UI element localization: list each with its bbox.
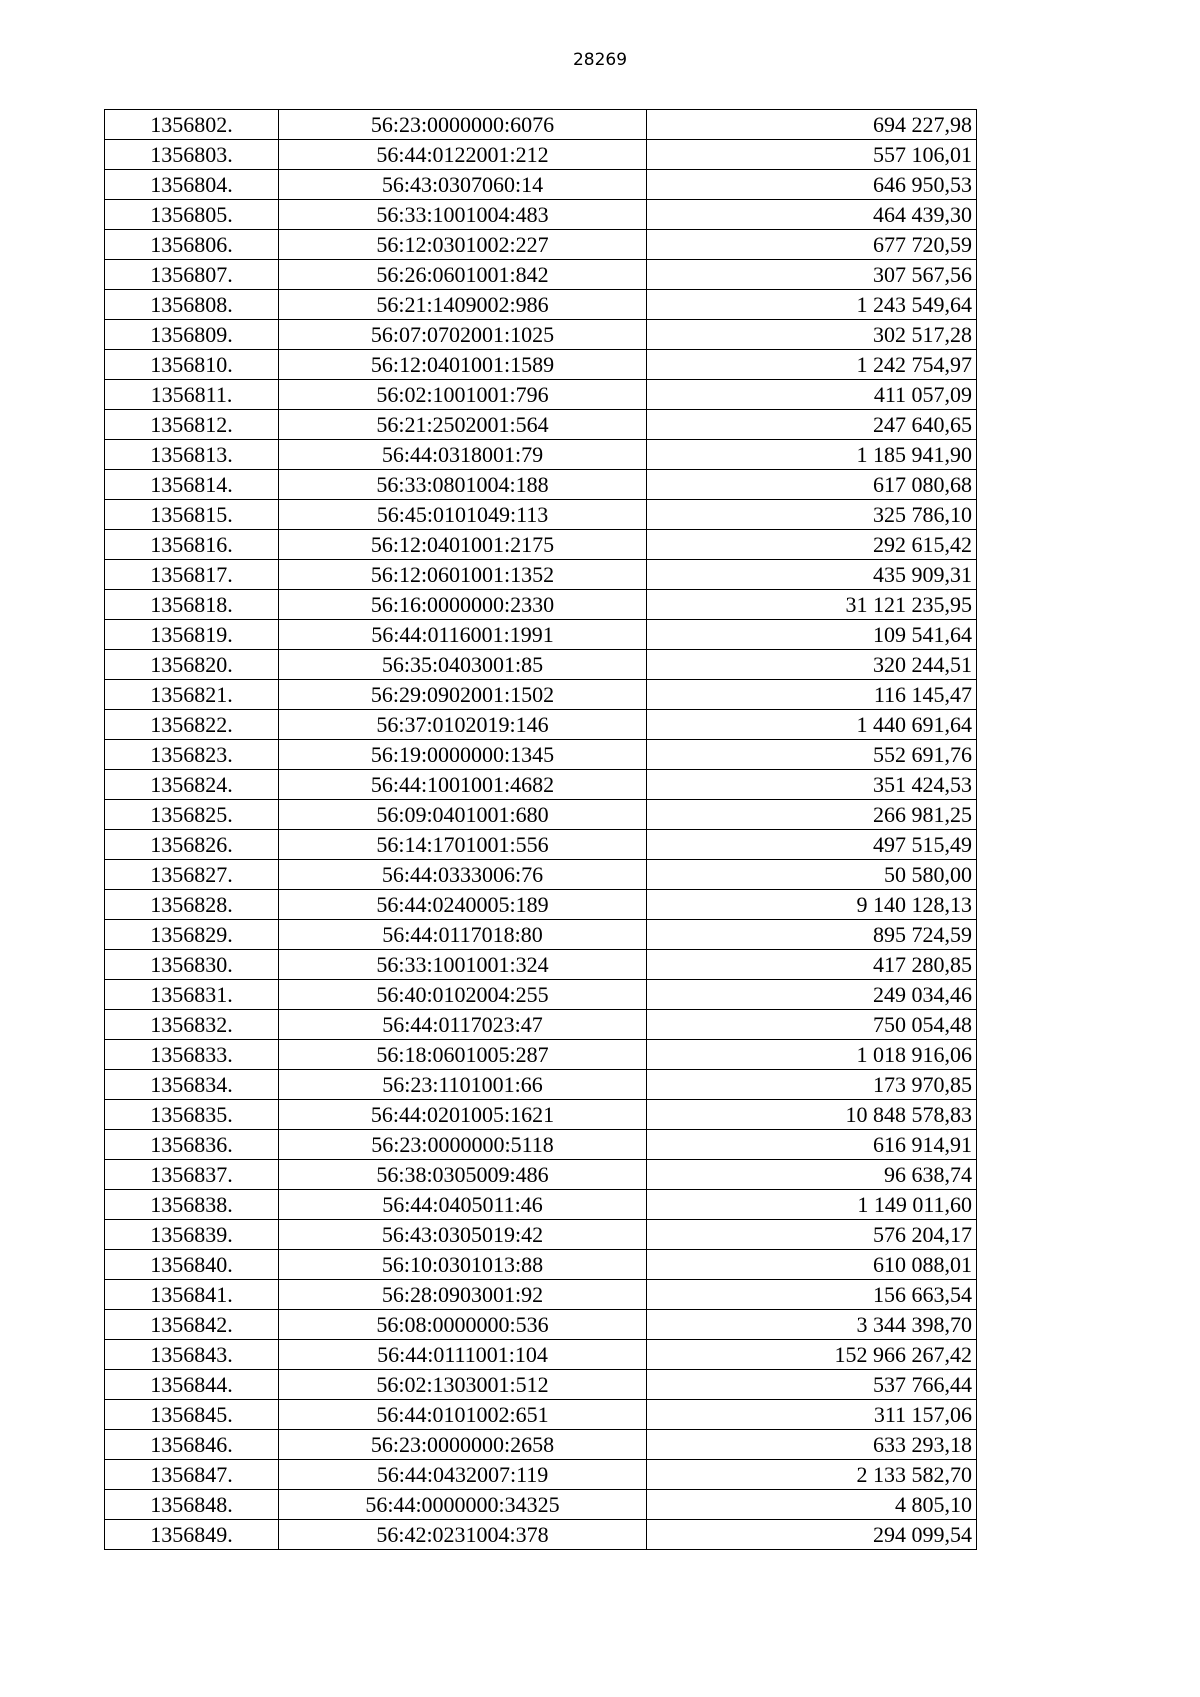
table-row	[105, 920, 977, 950]
value-cell: 50 580,00	[647, 860, 977, 890]
table-row	[105, 830, 977, 860]
table-row	[105, 560, 977, 590]
table-row	[105, 590, 977, 620]
value-cell: 750 054,48	[647, 1010, 977, 1040]
table-row	[105, 1340, 977, 1370]
cadastral-number-cell: 56:18:0601005:287	[279, 1040, 647, 1070]
value-cell: 1 242 754,97	[647, 350, 977, 380]
cadastral-number-cell: 56:44:0000000:34325	[279, 1490, 647, 1520]
cadastral-number-cell: 56:07:0702001:1025	[279, 320, 647, 350]
cadastral-number-cell: 56:16:0000000:2330	[279, 590, 647, 620]
table-row	[105, 620, 977, 650]
value-cell: 109 541,64	[647, 620, 977, 650]
value-cell: 411 057,09	[647, 380, 977, 410]
cadastral-number-cell: 56:43:0307060:14	[279, 170, 647, 200]
registry-table-body	[105, 110, 977, 1550]
row-number-cell: 1356843.	[105, 1340, 279, 1370]
value-cell: 1 149 011,60	[647, 1190, 977, 1220]
table-row	[105, 1430, 977, 1460]
cadastral-number-cell: 56:37:0102019:146	[279, 710, 647, 740]
row-number-cell: 1356847.	[105, 1460, 279, 1490]
cadastral-number-cell: 56:40:0102004:255	[279, 980, 647, 1010]
cadastral-number-cell: 56:45:0101049:113	[279, 500, 647, 530]
table-row	[105, 1040, 977, 1070]
row-number-cell: 1356802.	[105, 110, 279, 140]
value-cell: 537 766,44	[647, 1370, 977, 1400]
value-cell: 646 950,53	[647, 170, 977, 200]
table-row	[105, 500, 977, 530]
row-number-cell: 1356825.	[105, 800, 279, 830]
cadastral-number-cell: 56:28:0903001:92	[279, 1280, 647, 1310]
cadastral-number-cell: 56:12:0601001:1352	[279, 560, 647, 590]
cadastral-number-cell: 56:44:1001001:4682	[279, 770, 647, 800]
cadastral-number-cell: 56:44:0405011:46	[279, 1190, 647, 1220]
table-row	[105, 350, 977, 380]
cadastral-number-cell: 56:29:0902001:1502	[279, 680, 647, 710]
table-row	[105, 1280, 977, 1310]
table-row	[105, 200, 977, 230]
cadastral-number-cell: 56:44:0117018:80	[279, 920, 647, 950]
row-number-cell: 1356817.	[105, 560, 279, 590]
value-cell: 10 848 578,83	[647, 1100, 977, 1130]
cadastral-number-cell: 56:09:0401001:680	[279, 800, 647, 830]
table-row	[105, 530, 977, 560]
row-number-cell: 1356807.	[105, 260, 279, 290]
table-row	[105, 680, 977, 710]
cadastral-number-cell: 56:33:0801004:188	[279, 470, 647, 500]
cadastral-number-cell: 56:44:0116001:1991	[279, 620, 647, 650]
cadastral-number-cell: 56:38:0305009:486	[279, 1160, 647, 1190]
cadastral-number-cell: 56:02:1001001:796	[279, 380, 647, 410]
value-cell: 633 293,18	[647, 1430, 977, 1460]
table-row	[105, 320, 977, 350]
value-cell: 247 640,65	[647, 410, 977, 440]
value-cell: 1 440 691,64	[647, 710, 977, 740]
value-cell: 96 638,74	[647, 1160, 977, 1190]
table-row	[105, 710, 977, 740]
cadastral-number-cell: 56:44:0101002:651	[279, 1400, 647, 1430]
value-cell: 302 517,28	[647, 320, 977, 350]
value-cell: 173 970,85	[647, 1070, 977, 1100]
value-cell: 351 424,53	[647, 770, 977, 800]
value-cell: 325 786,10	[647, 500, 977, 530]
cadastral-number-cell: 56:44:0117023:47	[279, 1010, 647, 1040]
cadastral-number-cell: 56:21:1409002:986	[279, 290, 647, 320]
cadastral-number-cell: 56:19:0000000:1345	[279, 740, 647, 770]
table-row	[105, 1190, 977, 1220]
value-cell: 616 914,91	[647, 1130, 977, 1160]
value-cell: 435 909,31	[647, 560, 977, 590]
table-row	[105, 1460, 977, 1490]
row-number-cell: 1356814.	[105, 470, 279, 500]
row-number-cell: 1356824.	[105, 770, 279, 800]
cadastral-number-cell: 56:14:1701001:556	[279, 830, 647, 860]
row-number-cell: 1356839.	[105, 1220, 279, 1250]
cadastral-number-cell: 56:44:0333006:76	[279, 860, 647, 890]
value-cell: 677 720,59	[647, 230, 977, 260]
row-number-cell: 1356805.	[105, 200, 279, 230]
table-row	[105, 890, 977, 920]
row-number-cell: 1356846.	[105, 1430, 279, 1460]
value-cell: 320 244,51	[647, 650, 977, 680]
table-row	[105, 1310, 977, 1340]
row-number-cell: 1356810.	[105, 350, 279, 380]
row-number-cell: 1356828.	[105, 890, 279, 920]
cadastral-number-cell: 56:26:0601001:842	[279, 260, 647, 290]
row-number-cell: 1356840.	[105, 1250, 279, 1280]
value-cell: 464 439,30	[647, 200, 977, 230]
value-cell: 307 567,56	[647, 260, 977, 290]
row-number-cell: 1356819.	[105, 620, 279, 650]
value-cell: 557 106,01	[647, 140, 977, 170]
table-row	[105, 260, 977, 290]
row-number-cell: 1356808.	[105, 290, 279, 320]
value-cell: 1 185 941,90	[647, 440, 977, 470]
value-cell: 617 080,68	[647, 470, 977, 500]
cadastral-number-cell: 56:33:1001001:324	[279, 950, 647, 980]
cadastral-number-cell: 56:12:0301002:227	[279, 230, 647, 260]
value-cell: 152 966 267,42	[647, 1340, 977, 1370]
cadastral-number-cell: 56:44:0201005:1621	[279, 1100, 647, 1130]
table-row	[105, 410, 977, 440]
cadastral-number-cell: 56:42:0231004:378	[279, 1520, 647, 1550]
table-row	[105, 1160, 977, 1190]
value-cell: 292 615,42	[647, 530, 977, 560]
cadastral-number-cell: 56:02:1303001:512	[279, 1370, 647, 1400]
row-number-cell: 1356830.	[105, 950, 279, 980]
row-number-cell: 1356848.	[105, 1490, 279, 1520]
registry-table	[104, 109, 977, 1550]
value-cell: 4 805,10	[647, 1490, 977, 1520]
row-number-cell: 1356804.	[105, 170, 279, 200]
table-row	[105, 1370, 977, 1400]
value-cell: 895 724,59	[647, 920, 977, 950]
value-cell: 9 140 128,13	[647, 890, 977, 920]
table-row	[105, 650, 977, 680]
row-number-cell: 1356806.	[105, 230, 279, 260]
cadastral-number-cell: 56:43:0305019:42	[279, 1220, 647, 1250]
value-cell: 417 280,85	[647, 950, 977, 980]
row-number-cell: 1356831.	[105, 980, 279, 1010]
cadastral-number-cell: 56:44:0240005:189	[279, 890, 647, 920]
value-cell: 3 344 398,70	[647, 1310, 977, 1340]
row-number-cell: 1356818.	[105, 590, 279, 620]
table-row	[105, 860, 977, 890]
cadastral-number-cell: 56:44:0432007:119	[279, 1460, 647, 1490]
table-row	[105, 1400, 977, 1430]
cadastral-number-cell: 56:12:0401001:1589	[279, 350, 647, 380]
row-number-cell: 1356835.	[105, 1100, 279, 1130]
value-cell: 116 145,47	[647, 680, 977, 710]
cadastral-number-cell: 56:23:0000000:5118	[279, 1130, 647, 1160]
row-number-cell: 1356841.	[105, 1280, 279, 1310]
table-row	[105, 290, 977, 320]
table-row	[105, 800, 977, 830]
table-row	[105, 140, 977, 170]
value-cell: 156 663,54	[647, 1280, 977, 1310]
row-number-cell: 1356811.	[105, 380, 279, 410]
value-cell: 497 515,49	[647, 830, 977, 860]
table-row	[105, 1070, 977, 1100]
table-row	[105, 440, 977, 470]
value-cell: 610 088,01	[647, 1250, 977, 1280]
value-cell: 576 204,17	[647, 1220, 977, 1250]
row-number-cell: 1356821.	[105, 680, 279, 710]
row-number-cell: 1356820.	[105, 650, 279, 680]
table-row	[105, 1130, 977, 1160]
row-number-cell: 1356822.	[105, 710, 279, 740]
table-row	[105, 230, 977, 260]
row-number-cell: 1356826.	[105, 830, 279, 860]
table-row	[105, 1490, 977, 1520]
table-row	[105, 1100, 977, 1130]
row-number-cell: 1356844.	[105, 1370, 279, 1400]
table-row	[105, 170, 977, 200]
cadastral-number-cell: 56:33:1001004:483	[279, 200, 647, 230]
row-number-cell: 1356816.	[105, 530, 279, 560]
row-number-cell: 1356834.	[105, 1070, 279, 1100]
row-number-cell: 1356829.	[105, 920, 279, 950]
row-number-cell: 1356836.	[105, 1130, 279, 1160]
value-cell: 311 157,06	[647, 1400, 977, 1430]
table-row	[105, 1010, 977, 1040]
cadastral-number-cell: 56:44:0122001:212	[279, 140, 647, 170]
row-number-cell: 1356849.	[105, 1520, 279, 1550]
table-row	[105, 380, 977, 410]
table-row	[105, 1220, 977, 1250]
row-number-cell: 1356833.	[105, 1040, 279, 1070]
row-number-cell: 1356812.	[105, 410, 279, 440]
value-cell: 1 243 549,64	[647, 290, 977, 320]
cadastral-number-cell: 56:10:0301013:88	[279, 1250, 647, 1280]
value-cell: 266 981,25	[647, 800, 977, 830]
value-cell: 249 034,46	[647, 980, 977, 1010]
cadastral-number-cell: 56:21:2502001:564	[279, 410, 647, 440]
cadastral-number-cell: 56:08:0000000:536	[279, 1310, 647, 1340]
row-number-cell: 1356813.	[105, 440, 279, 470]
table-row	[105, 110, 977, 140]
row-number-cell: 1356842.	[105, 1310, 279, 1340]
value-cell: 2 133 582,70	[647, 1460, 977, 1490]
page-number: 28269	[572, 50, 628, 70]
row-number-cell: 1356845.	[105, 1400, 279, 1430]
table-row	[105, 1250, 977, 1280]
row-number-cell: 1356832.	[105, 1010, 279, 1040]
cadastral-number-cell: 56:23:1101001:66	[279, 1070, 647, 1100]
table-row	[105, 770, 977, 800]
row-number-cell: 1356838.	[105, 1190, 279, 1220]
cadastral-number-cell: 56:12:0401001:2175	[279, 530, 647, 560]
value-cell: 294 099,54	[647, 1520, 977, 1550]
row-number-cell: 1356809.	[105, 320, 279, 350]
value-cell: 31 121 235,95	[647, 590, 977, 620]
cadastral-number-cell: 56:44:0318001:79	[279, 440, 647, 470]
row-number-cell: 1356803.	[105, 140, 279, 170]
cadastral-number-cell: 56:23:0000000:2658	[279, 1430, 647, 1460]
value-cell: 694 227,98	[647, 110, 977, 140]
value-cell: 1 018 916,06	[647, 1040, 977, 1070]
table-row	[105, 1520, 977, 1550]
table-row	[105, 740, 977, 770]
table-row	[105, 470, 977, 500]
cadastral-number-cell: 56:44:0111001:104	[279, 1340, 647, 1370]
table-row	[105, 950, 977, 980]
value-cell: 552 691,76	[647, 740, 977, 770]
cadastral-number-cell: 56:35:0403001:85	[279, 650, 647, 680]
cadastral-number-cell: 56:23:0000000:6076	[279, 110, 647, 140]
row-number-cell: 1356823.	[105, 740, 279, 770]
row-number-cell: 1356815.	[105, 500, 279, 530]
row-number-cell: 1356827.	[105, 860, 279, 890]
table-row	[105, 980, 977, 1010]
row-number-cell: 1356837.	[105, 1160, 279, 1190]
